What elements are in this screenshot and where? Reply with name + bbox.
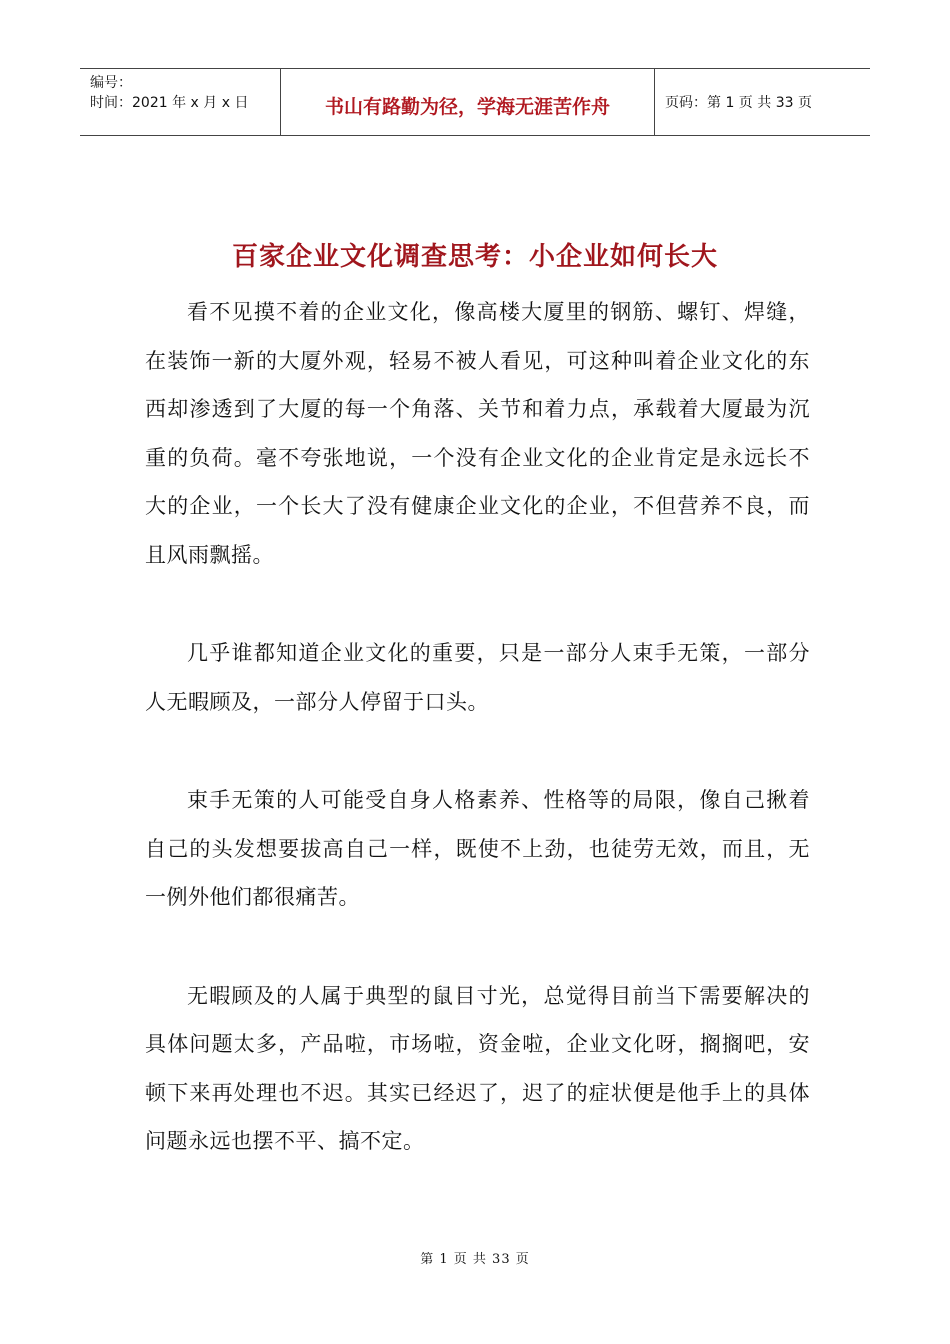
header-motto: 书山有路勤为径，学海无涯苦作舟 [324, 95, 610, 118]
header-meta-cell [80, 69, 281, 135]
paragraph: 无暇顾及的人属于典型的鼠目寸光，总觉得目前当下需要解决的具体问题太多，产品啦，市场啦，资金啦，企业文化呀，搁搁吧，安顿下来再处理也不迟。其实已经迟了，迟了的症状便是他手上的具体问题永远也摆不平、搞不定。 [145, 983, 810, 1153]
document-title: 百家企业文化调查思考：小企业如何长大 [231, 242, 718, 272]
document-header [80, 68, 870, 136]
document-number-label: 编号： [90, 75, 132, 91]
header-motto-cell [281, 69, 655, 135]
header-page-cell [655, 69, 870, 135]
header-page-info: 页码：第 1 页 共 33 页 [665, 95, 812, 111]
paragraph: 看不见摸不着的企业文化，像高楼大厦里的钢筋、螺钉、焊缝，在装饰一新的大厦外观，轻易不被人看见，可这种叫着企业文化的东西却渗透到了大厦的每一个角落、关节和着力点，承载着大厦最为沉重的负荷。毫不夸张地说，一个没有企业文化的企业肯定是永远长不大的企业，一个长大了没有健康企业文化的企业，不但营养不良，而且风雨飘摇。 [145, 300, 810, 567]
page-footer: 第 1 页 共 33 页 [420, 1252, 530, 1267]
paragraph: 几乎谁都知道企业文化的重要，只是一部分人束手无策，一部分人无暇顾及，一部分人停留于口头。 [145, 641, 810, 714]
document-body [145, 288, 810, 1216]
document-time-label: 时间：2021 年 x 月 x 日 [90, 95, 249, 111]
paragraph: 束手无策的人可能受自身人格素养、性格等的局限，像自己揪着自己的头发想要拔高自己一样，既使不上劲，也徒劳无效，而且，无一例外他们都很痛苦。 [145, 788, 810, 909]
